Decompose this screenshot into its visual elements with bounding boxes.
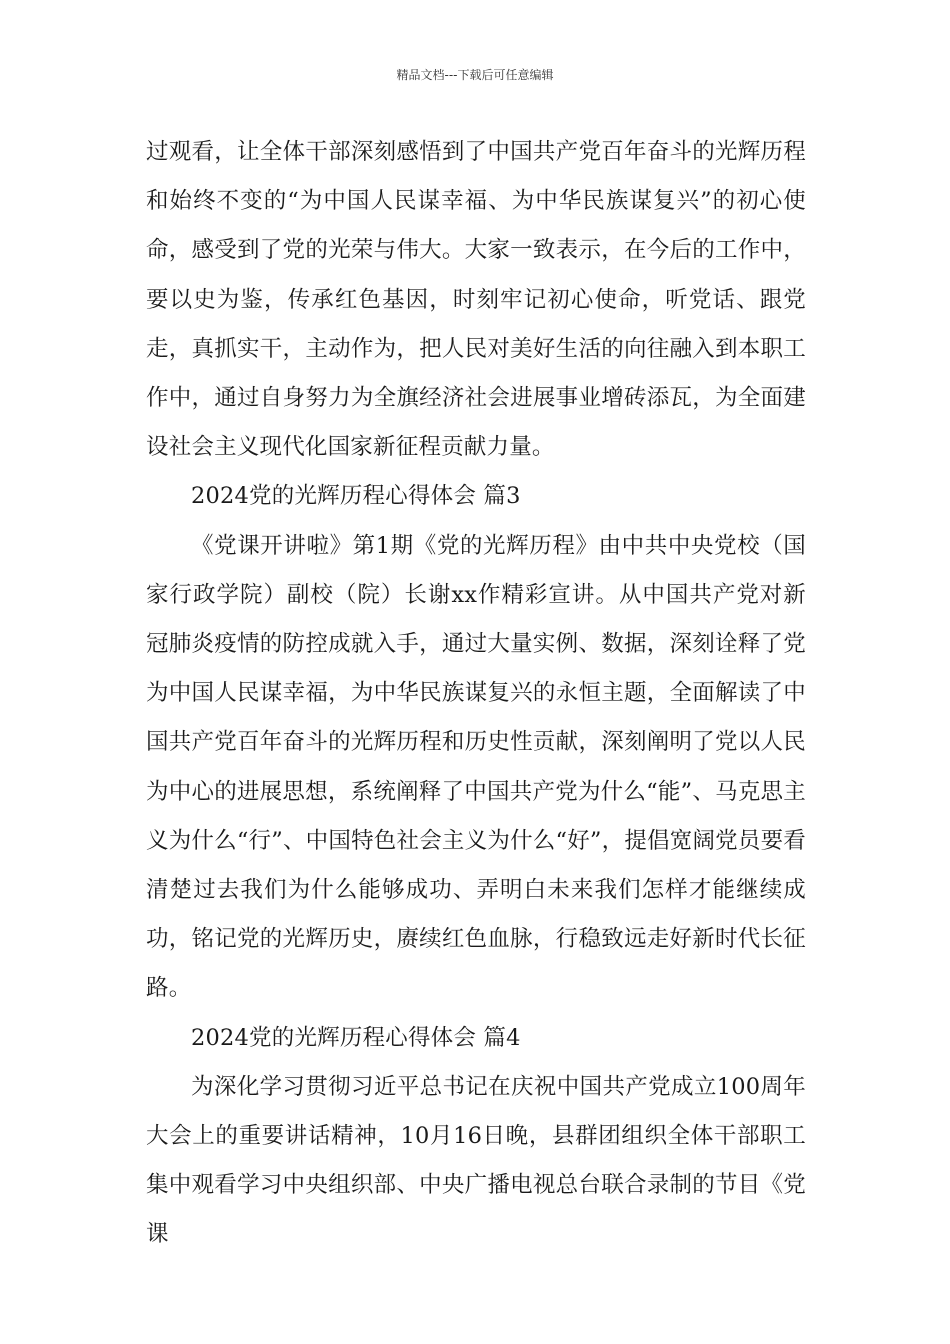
paragraph-section-3: 《党课开讲啦》第1期《党的光辉历程》由中共中央党校（国家行政学院）副校（院）长谢xx作精彩宣讲。从中国共产党对新冠肺炎疫情的防控成就入手，通过大量实例、数据，深刻诠释了党为中国人民谋幸福，为中华民族谋复兴的永恒主题，全面解读了中国共产党百年奋斗的光辉历程和历史性贡献，深刻阐明了党以人民为中心的进展思想，系统阐释了中国共产党为什么“能”、马克思主义为什么“行”、中国特色社会主义为什么“好”，提倡宽阔党员要看清楚过去我们为什么能够成功、弄明白未来我们怎样才能继续成功，铭记党的光辉历史，赓续红色血脉，行稳致远走好新时代长征路。 [146, 532, 806, 1002]
paragraph-continuation: 过观看，让全体干部深刻感悟到了中国共产党百年奋斗的光辉历程和始终不变的“为中国人民谋幸福、为中华民族谋复兴”的初心使命，感受到了党的光荣与伟大。大家一致表示，在今后的工作中，要以史为鉴，传承红色基因，时刻牢记初心使命，听党话、跟党走，真抓实干，主动作为，把人民对美好生活的向往融入到本职工作中，通过自身努力为全旗经济社会进展事业增砖添瓦，为全面建设社会主义现代化国家新征程贡献力量。 [146, 139, 806, 461]
paragraph-section-4: 为深化学习贯彻习近平总书记在庆祝中国共产党成立100周年大会上的重要讲话精神，10月16日晚，县群团组织全体干部职工集中观看学习中央组织部、中央广播电视总台联合录制的节目《党课 [146, 1073, 806, 1248]
page-header: 精品文档---下载后可任意编辑 [396, 68, 554, 82]
section-heading-3: 2024党的光辉历程心得体会 篇3 [191, 483, 521, 510]
section-heading-4: 2024党的光辉历程心得体会 篇4 [191, 1024, 521, 1051]
document-body [146, 128, 806, 1260]
